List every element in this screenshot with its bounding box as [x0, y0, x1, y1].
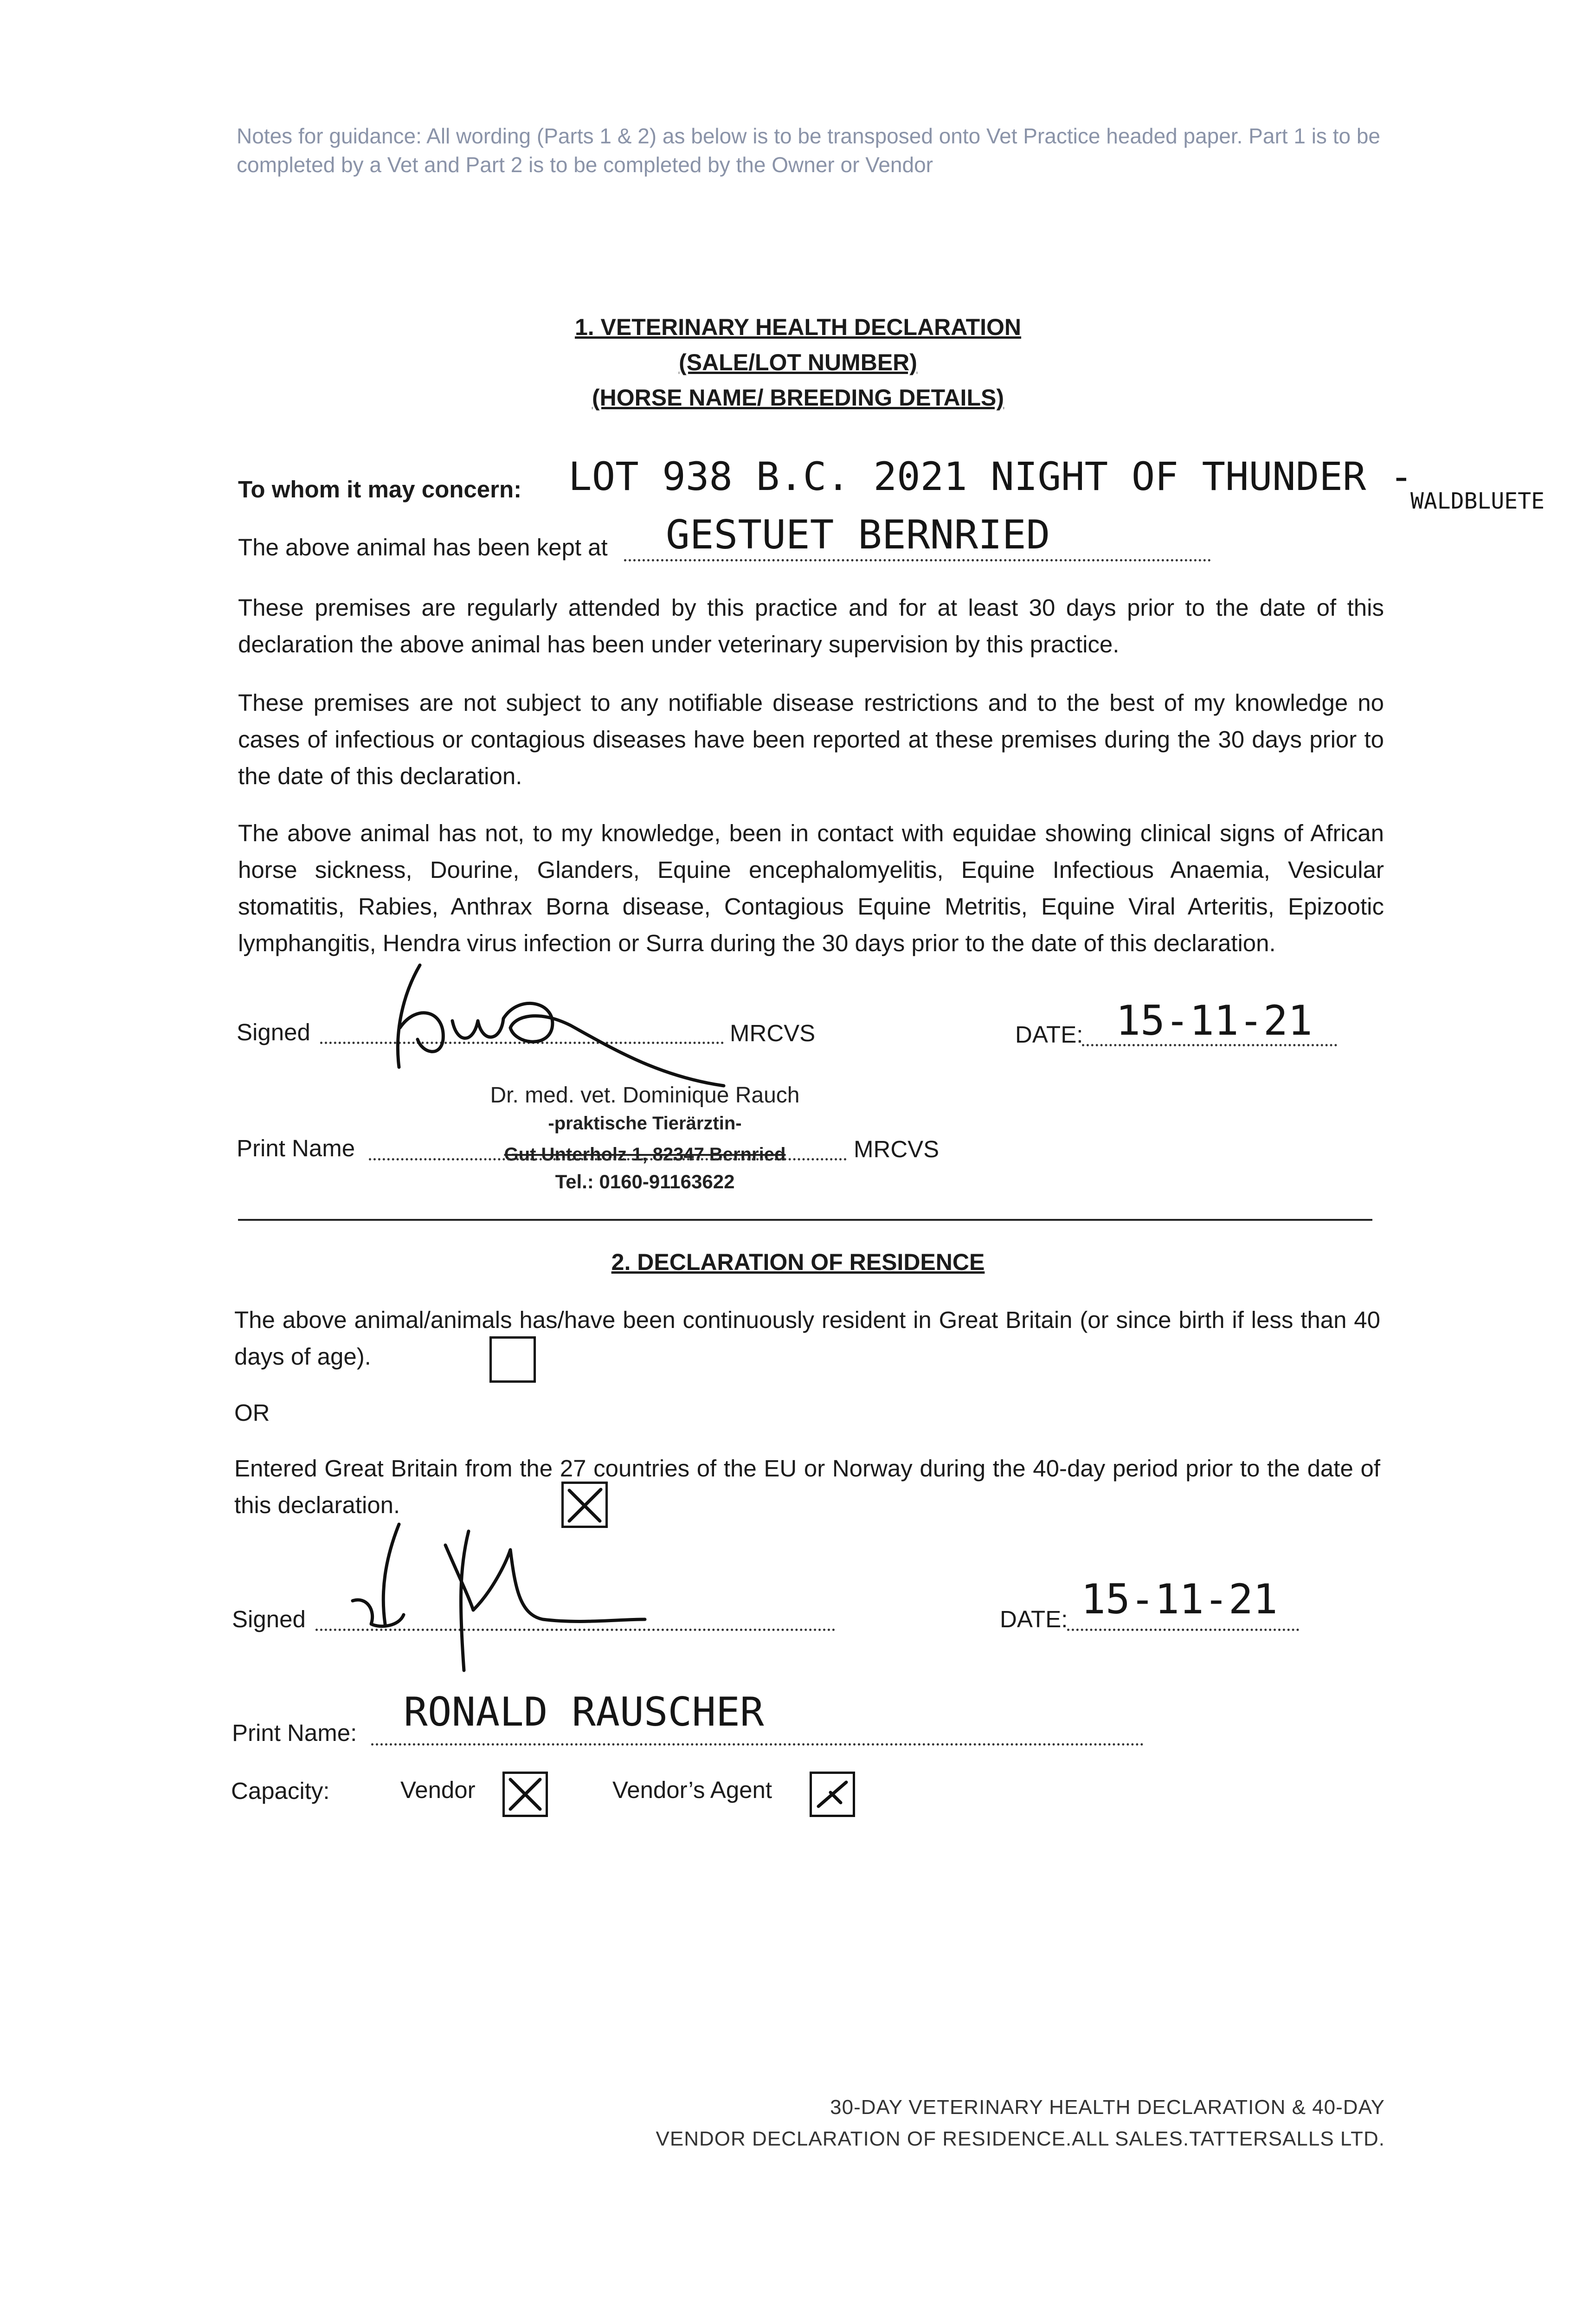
- part2-signed-label: Signed: [232, 1606, 306, 1632]
- kept-at-handwritten: GESTUET BERNRIED: [666, 512, 1050, 558]
- part2-date-label: DATE:: [1000, 1606, 1068, 1632]
- part2-paragraph-resident: The above animal/animals has/have been continuously resident in Great Britain (or since birth if less than 40 days of age).: [234, 1307, 1380, 1370]
- part2-paragraph-entered: Entered Great Britain from the 27 countries of the EU or Norway during the 40-day period prior to the date of this declaration.: [234, 1455, 1380, 1518]
- part1-signed-label: Signed: [237, 1019, 310, 1045]
- part1-print-mrcvs-label: MRCVS: [854, 1136, 940, 1162]
- stamp-vet-title: -praktische Tierärztin-: [548, 1113, 742, 1134]
- part1-paragraph-premises: These premises are not subject to any notifiable disease restrictions and to the best of my knowledge no cases of infectious or contagious diseases have been reported at these premises during the 30 days prior to the date of this declaration.: [238, 690, 1384, 789]
- part1-paragraph-contact: The above animal has not, to my knowledge, been in contact with equidae showing clinical signs of African horse sickness, Dourine, Glanders, Equine encephalomyelitis, Equine Infectious Anaemia, Vesicular stomatitis, Rabies, Anthrax Borna disease, Contagious Equine Metritis, Equine Viral Arteritis, Epizootic lymphangitis, Hendra virus infection or Surra during the 30 days prior to the date of this declaration.: [238, 820, 1384, 956]
- part1-print-name-label: Print Name: [237, 1135, 355, 1161]
- footer-line-2: VENDOR DECLARATION OF RESIDENCE.ALL SALES.TATTERSALLS LTD.: [656, 2127, 1385, 2150]
- check-mark-icon: [812, 1774, 853, 1815]
- check-mark-icon: [505, 1774, 546, 1815]
- part2-print-name-label: Print Name:: [232, 1720, 357, 1746]
- capacity-label: Capacity:: [231, 1778, 330, 1804]
- vendor-agent-label: Vendor’s Agent: [612, 1777, 772, 1803]
- part2-date-line: [1067, 1629, 1299, 1631]
- part2-or-label: OR: [234, 1399, 270, 1426]
- to-whom-label: To whom it may concern:: [238, 476, 522, 503]
- vendor-label: Vendor: [400, 1777, 476, 1803]
- lot-handwritten: LOT 938 B.C. 2021 NIGHT OF THUNDER -: [568, 454, 1413, 499]
- stamp-vet-address: Gut Unterholz 1, 82347 Bernried: [504, 1144, 786, 1165]
- part2-print-name-line: [371, 1743, 1144, 1746]
- part2-date-handwritten: 15-11-21: [1081, 1575, 1278, 1623]
- stamp-vet-phone: Tel.: 0160-91163622: [555, 1171, 735, 1192]
- part1-title: 1. VETERINARY HEALTH DECLARATION: [574, 314, 1022, 340]
- checkbox-vendor-agent[interactable]: [810, 1772, 855, 1817]
- part2-print-name-handwritten: RONALD RAUSCHER: [404, 1689, 764, 1735]
- checkbox-vendor[interactable]: [502, 1772, 548, 1817]
- part1-subtitle-horse-name: (HORSE NAME/ BREEDING DETAILS): [592, 385, 1004, 411]
- part1-date-handwritten: 15-11-21: [1116, 997, 1313, 1044]
- part1-mrcvs-label: MRCVS: [730, 1020, 816, 1046]
- part1-subtitle-sale-lot: (SALE/LOT NUMBER): [679, 349, 917, 375]
- kept-at-label: The above animal has been kept at: [238, 534, 608, 561]
- part1-paragraph-supervision: These premises are regularly attended by this practice and for at least 30 days prior to the date of this declaration the above animal has been under veterinary supervision by this practice.: [238, 594, 1384, 657]
- part1-date-label: DATE:: [1015, 1021, 1083, 1048]
- lot-handwritten-continuation: WALDBLUETE: [1410, 488, 1545, 514]
- part2-title: 2. DECLARATION OF RESIDENCE: [611, 1249, 985, 1275]
- footer-line-1: 30-DAY VETERINARY HEALTH DECLARATION & 40-DAY: [830, 2096, 1385, 2119]
- guidance-note: Notes for guidance: All wording (Parts 1 & 2) as below is to be transposed onto Vet Practice headed paper. Part 1 is to be completed by a Vet and Part 2 is to be completed by the Owner or Vendor: [237, 124, 1380, 177]
- stamp-vet-name: Dr. med. vet. Dominique Rauch: [490, 1083, 800, 1108]
